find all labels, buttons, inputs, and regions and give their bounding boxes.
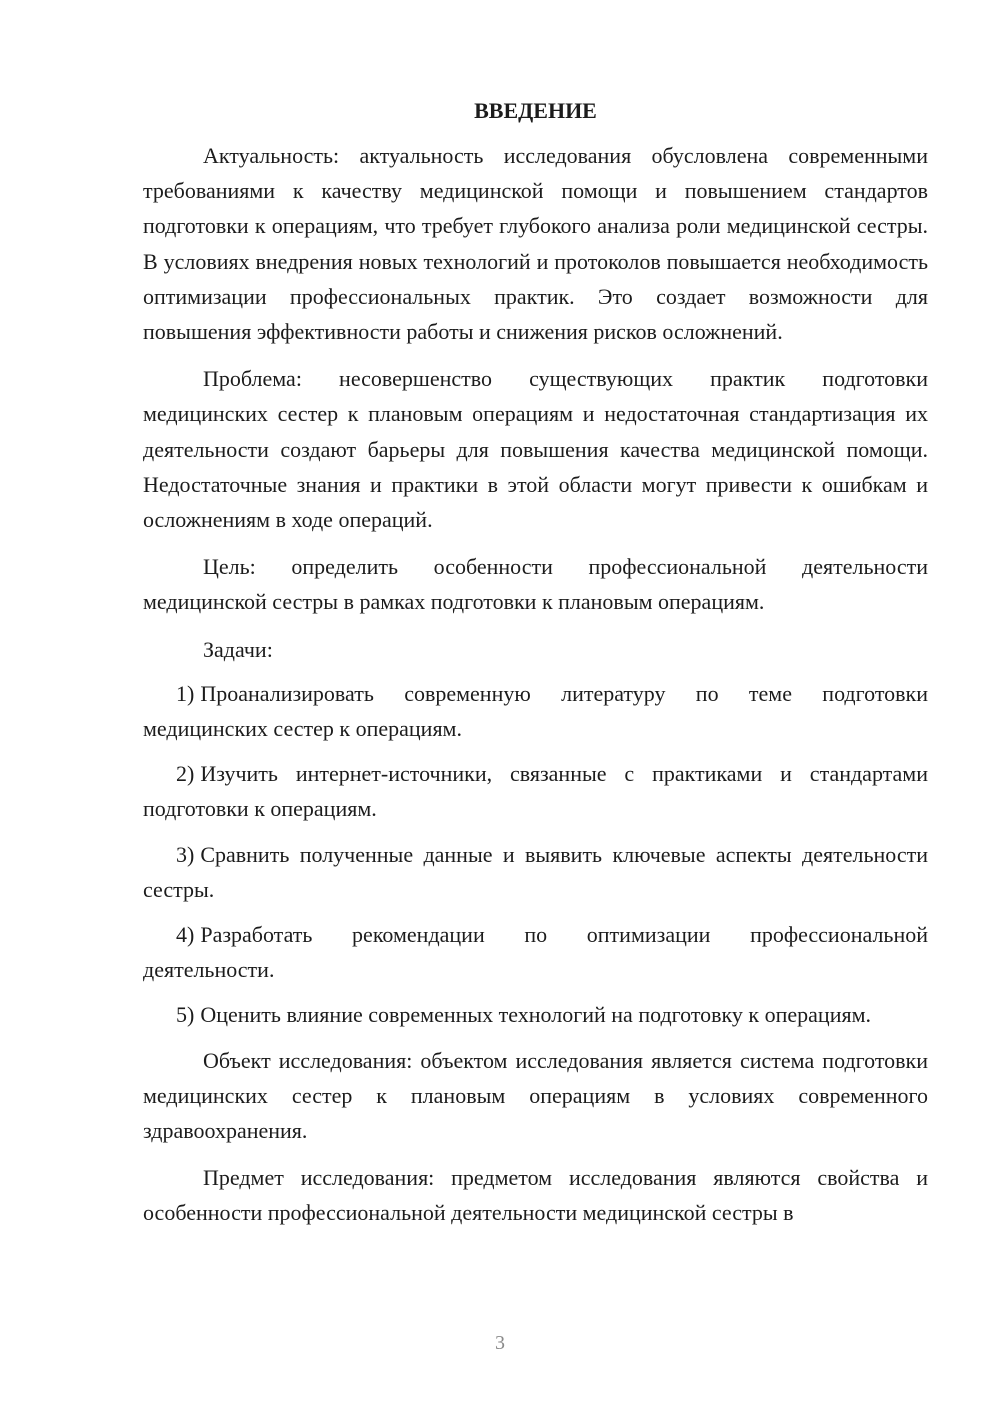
task-item — [143, 676, 928, 746]
task-text: Разработать рекомендации по оптимизации профессиональной деятельности. — [143, 922, 928, 983]
task-item — [143, 837, 928, 907]
task-text: Оценить влияние современных технологий на подготовку к операциям. — [200, 1002, 872, 1028]
task-number: 3) — [176, 841, 195, 867]
task-number: 4) — [176, 922, 195, 948]
task-item — [143, 756, 928, 826]
task-item — [143, 997, 928, 1032]
paragraph-subject: Предмет исследования: предметом исследования являются свойства и особенности профессиональной деятельности медицинской сестры в — [143, 1165, 928, 1226]
task-text: Проанализировать современную литературу по теме подготовки медицинских сестер к операциям. — [143, 680, 928, 742]
task-text: Сравнить полученные данные и выявить ключевые аспекты деятельности сестры. — [143, 841, 928, 902]
task-item — [143, 917, 928, 987]
task-text: Изучить интернет-источники, связанные с практиками и стандартами подготовки к операциям. — [143, 761, 928, 822]
paragraph-problem: Проблема: несовершенство существующих практик подготовки медицинских сестер к плановым операциям и недостаточная стандартизация их деятельности создают барьеры для повышения качества медицинской помощи. Недостаточные знания и практики в этой области могут привести к ошибкам и осложнениям в ходе операций. — [143, 366, 928, 533]
paragraph-object: Объект исследования: объектом исследования является система подготовки медицинских сестер к плановым операциям в условиях современного здравоохранения. — [143, 1047, 928, 1144]
page-number: 3 — [495, 1332, 505, 1354]
section-title: ВВЕДЕНИЕ — [474, 98, 597, 123]
task-number: 2) — [176, 761, 195, 787]
page-content — [143, 96, 928, 1243]
paragraph-goal: Цель: определить особенности профессиональной деятельности медицинской сестры в рамках подготовки к плановым операциям. — [143, 554, 928, 615]
task-number: 5) — [176, 1002, 195, 1028]
tasks-heading: Задачи: — [203, 636, 273, 662]
paragraph-relevance: Актуальность: актуальность исследования обусловлена современными требованиями к качеству медицинской помощи и повышением стандартов подготовки к операциям, что требует глубокого анализа роли медицинской сестры. В условиях внедрения новых технологий и протоколов повышается необходимость оптимизации профессиональных практик. Это создает возможности для повышения эффективности работы и снижения рисков осложнений. — [143, 143, 928, 345]
task-number: 1) — [176, 680, 195, 706]
